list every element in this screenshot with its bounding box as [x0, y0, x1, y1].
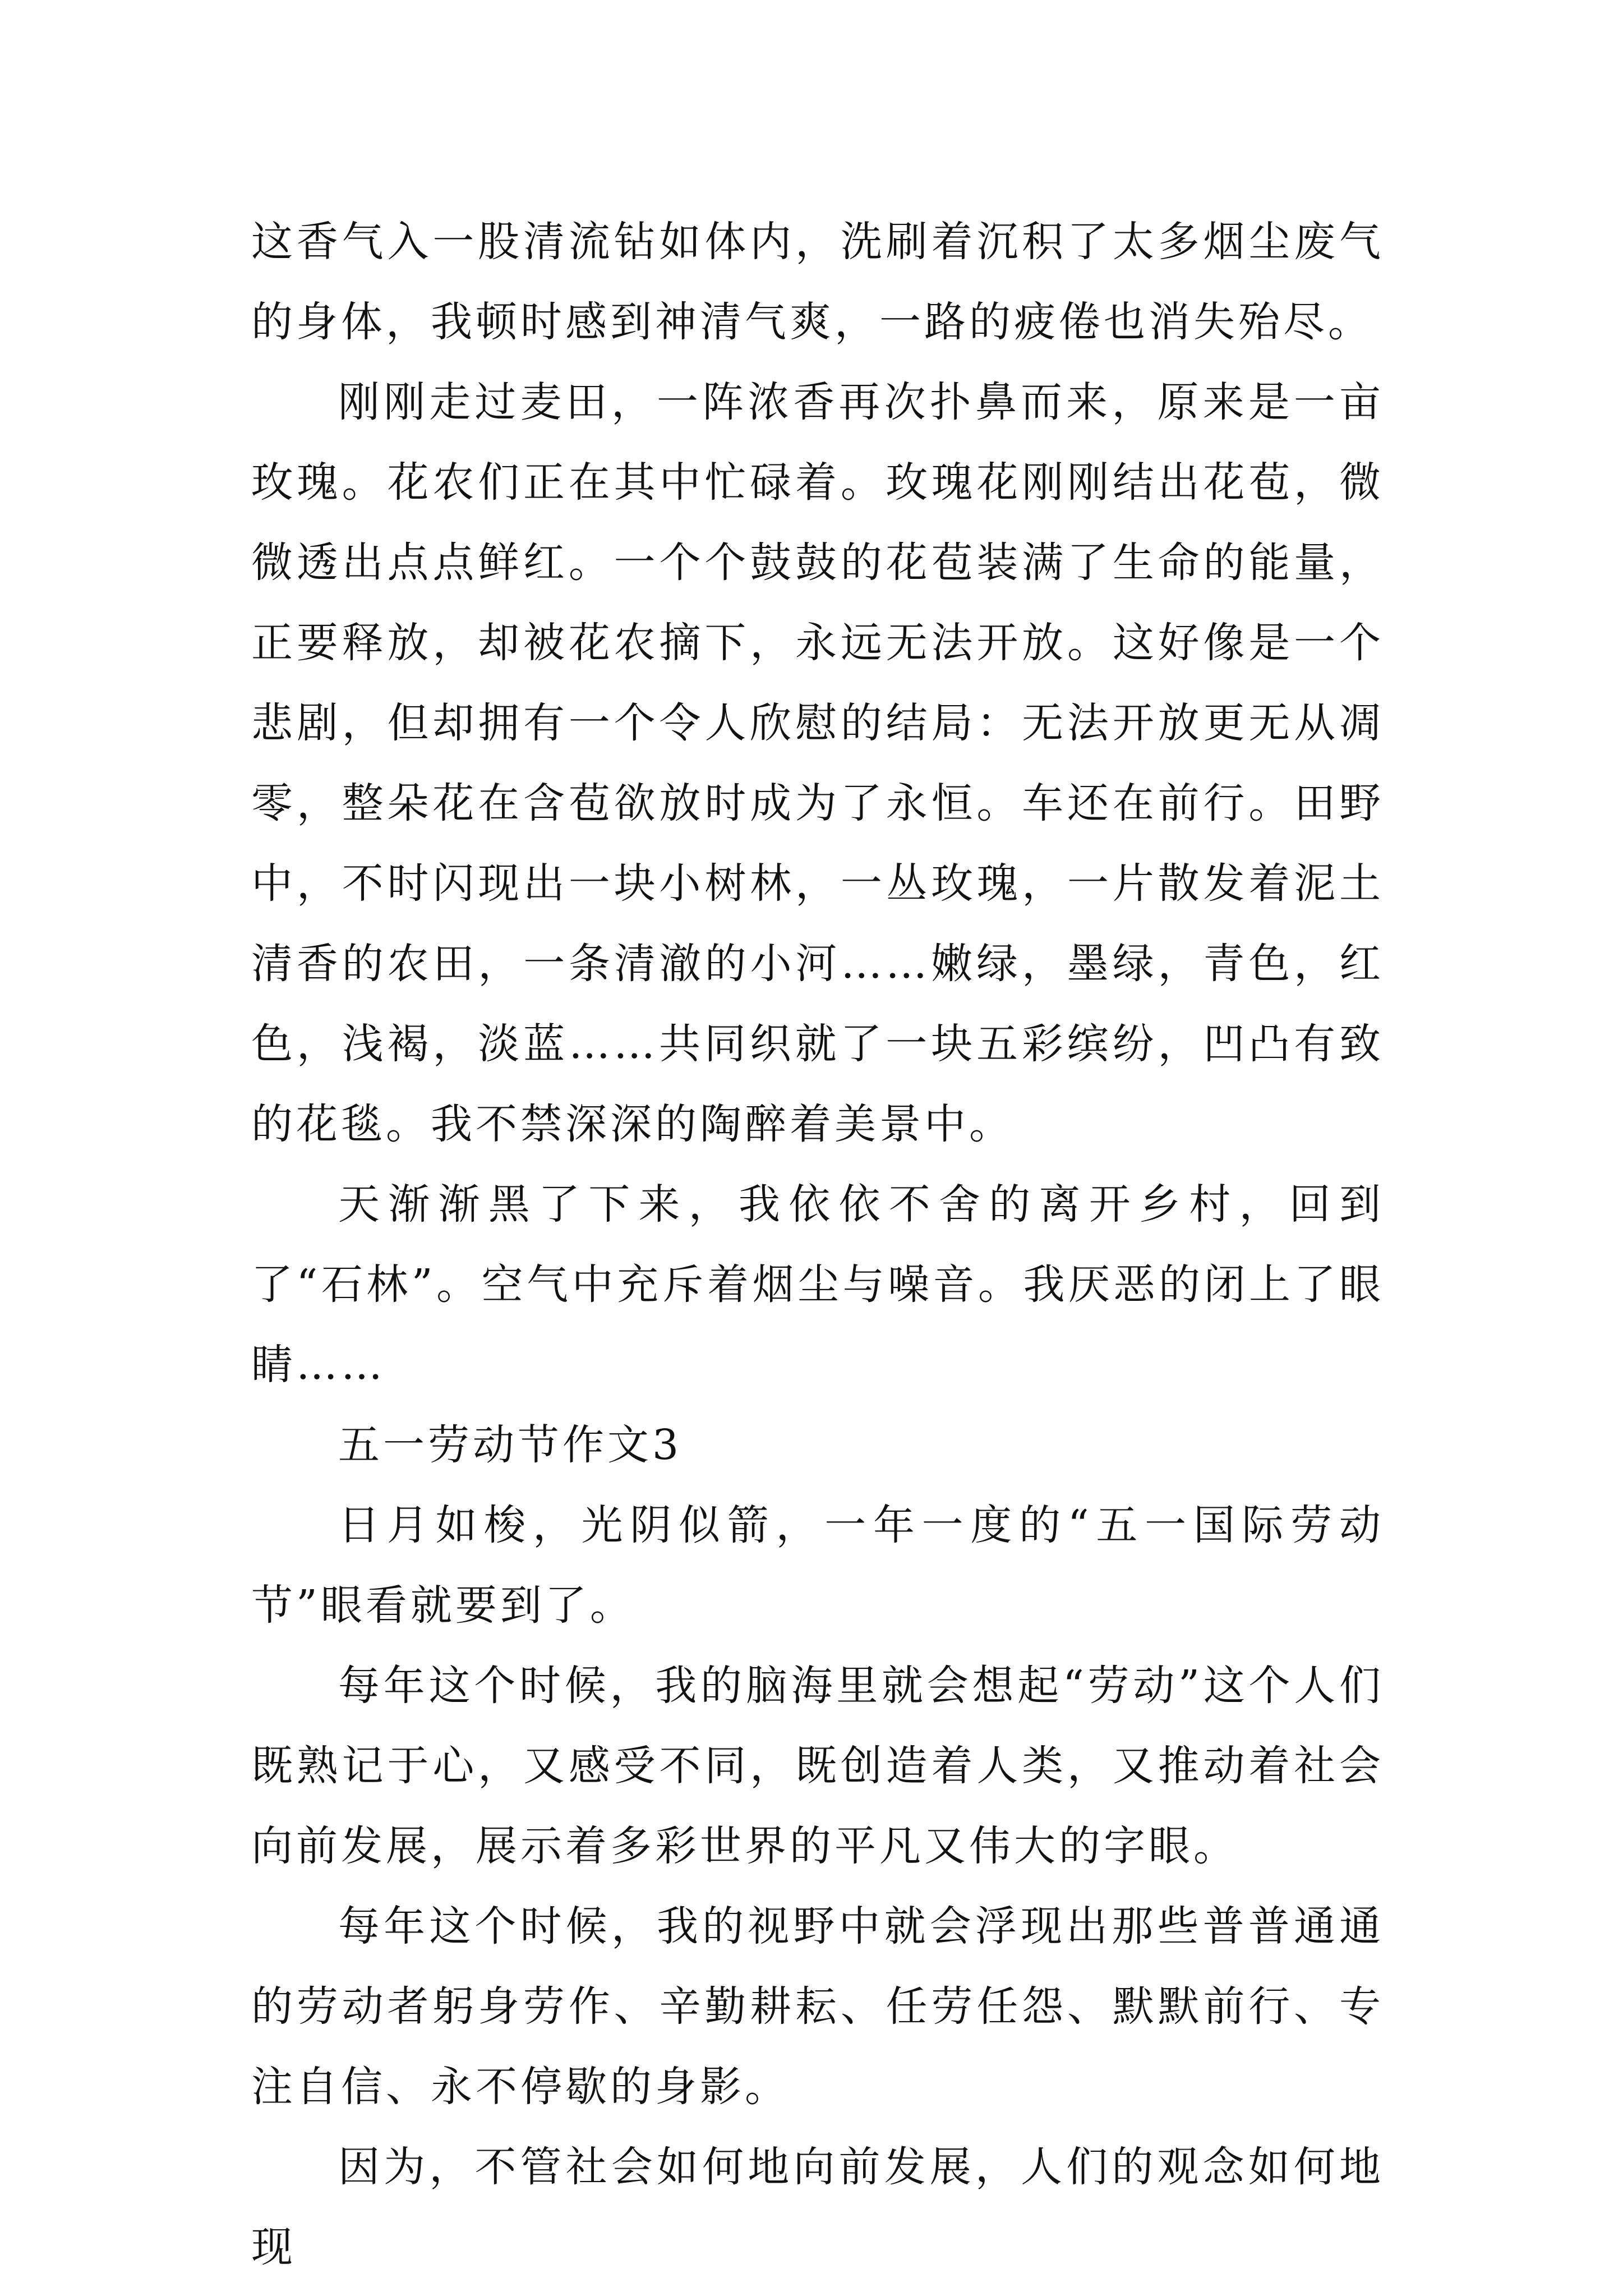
section-heading: 五一劳动节作文3 [338, 1421, 683, 1469]
paragraph-5: 每年这个时候，我的脑海里就会想起“劳动”这个人们既熟记于心，又感受不同，既创造着人类，又推动着社会向前发展，展示着多彩世界的平凡又伟大的字眼。 [251, 1662, 1384, 1870]
paragraph-4: 日月如梭，光阴似箭，一年一度的“五一国际劳动节”眼看就要到了。 [251, 1501, 1384, 1630]
paragraph-3: 天渐渐黑了下来，我依依不舍的离开乡村，回到了“石林”。空气中充斥着烟尘与噪音。我厌恶的闭上了眼睛…… [251, 1180, 1384, 1389]
document-body [251, 202, 1384, 2288]
paragraph-6: 每年这个时候，我的视野中就会浮现出那些普普通通的劳动者躬身劳作、辛勤耕耘、任劳任怨、默默前行、专注自信、永不停歇的身影。 [251, 1902, 1384, 2111]
paragraph-1: 这香气入一股清流钻如体内，洗刷着沉积了太多烟尘废气的身体，我顿时感到神清气爽，一路的疲倦也消失殆尽。 [251, 218, 1384, 346]
paragraph-2: 刚刚走过麦田，一阵浓香再次扑鼻而来，原来是一亩玫瑰。花农们正在其中忙碌着。玫瑰花刚刚结出花苞，微微透出点点鲜红。一个个鼓鼓的花苞装满了生命的能量，正要释放，却被花农摘下，永远无法开放。这好像是一个悲剧，但却拥有一个令人欣慰的结局：无法开放更无从凋零，整朵花在含苞欲放时成为了永恒。车还在前行。田野中，不时闪现出一块小树林，一丛玫瑰，一片散发着泥土清香的农田，一条清澈的小河……嫩绿，墨绿，青色，红色，浅褐，淡蓝……共同织就了一块五彩缤纷，凹凸有致的花毯。我不禁深深的陶醉着美景中。 [251, 378, 1384, 1148]
paragraph-7: 因为，不管社会如何地向前发展，人们的观念如何地现 [251, 2143, 1384, 2271]
